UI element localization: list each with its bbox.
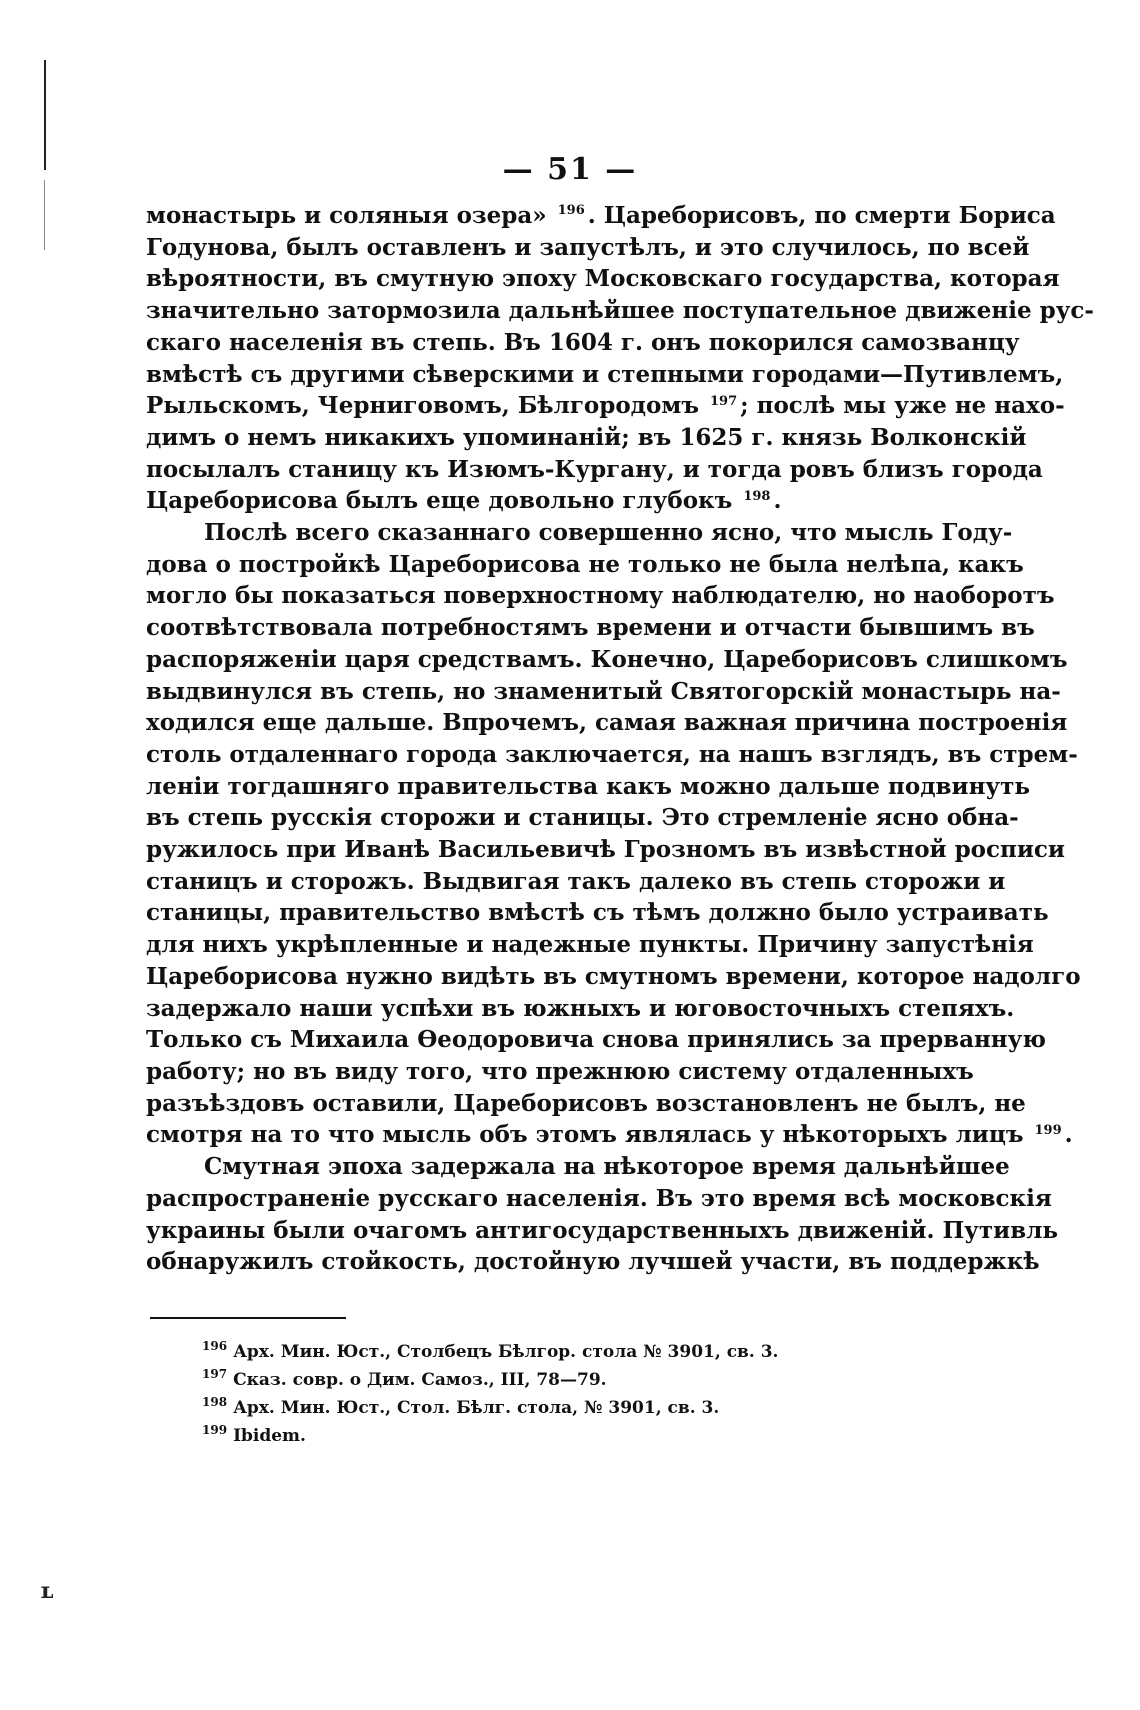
text-segment: Цареборисова нужно видѣть въ смутномъ времени, которое надолго	[146, 962, 1081, 990]
text-segment: вмѣстѣ съ другими сѣверскими и степными городами—Путивлемъ,	[146, 360, 1064, 388]
footnote-text: Ibidem.	[233, 1426, 306, 1446]
footnote	[202, 1422, 822, 1450]
text-line	[146, 454, 1043, 486]
footnote-number: 199	[202, 1423, 228, 1438]
text-line	[146, 1119, 1073, 1151]
text-line	[146, 993, 1015, 1025]
text-line	[146, 961, 1081, 993]
text-line	[146, 422, 1027, 454]
text-segment: значительно затормозила дальнѣйшее поступательное движеніе рус-	[146, 297, 1094, 325]
footnote-ref: 198	[743, 488, 771, 504]
text-segment: въ степь русскія сторожи и станицы. Это стремленіе ясно обна-	[146, 804, 1019, 832]
text-segment: леніи тогдашняго правительства какъ можно дальше подвинуть	[146, 772, 1030, 800]
text-segment: разъѣздовъ оставили, Цареборисовъ возстановленъ не былъ, не	[146, 1089, 1026, 1117]
footnote-rule	[150, 1317, 346, 1319]
text-segment: выдвинулся въ степь, но знаменитый Святогорскій монастырь на-	[146, 677, 1061, 705]
text-line	[146, 676, 1061, 708]
text-line	[146, 929, 1034, 961]
text-line	[146, 295, 1094, 327]
text-line	[146, 834, 1065, 866]
text-line	[146, 549, 1024, 581]
text-segment: для нихъ укрѣпленные и надежные пункты. Причину запустѣнія	[146, 931, 1034, 959]
text-line	[146, 802, 1019, 834]
text-line	[146, 1215, 1059, 1247]
text-segment: Рыльскомъ, Черниговомъ, Бѣлгородомъ	[146, 392, 707, 420]
text-line	[146, 200, 1056, 232]
text-line	[146, 1056, 974, 1088]
text-line	[146, 390, 1065, 422]
text-segment: . Цареборисовъ, по смерти Бориса	[587, 202, 1056, 229]
text-segment: ходился еще дальше. Впрочемъ, самая важная причина построенія	[146, 709, 1068, 737]
text-line	[146, 485, 932, 517]
footnote-number: 198	[202, 1395, 228, 1410]
text-segment: Только съ Михаила Ѳеодоровича снова принялись за прерванную	[146, 1026, 1046, 1054]
footnote-number: 196	[202, 1339, 228, 1354]
footnote-ref: 196	[557, 203, 585, 219]
text-line	[146, 866, 1006, 898]
text-segment: ; послѣ мы уже не нахо-	[740, 392, 1065, 420]
text-segment: распространеніе русскаго населенія. Въ это время всѣ московскія	[146, 1184, 1052, 1212]
scan-corner-mark: ʟ	[40, 1578, 54, 1604]
footnote-ref: 199	[1034, 1122, 1062, 1138]
body-text	[146, 200, 1094, 1278]
text-segment: Цареборисова былъ еще довольно глубокъ	[146, 487, 741, 515]
text-segment: задержало наши успѣхи въ южныхъ и юговосточныхъ степяхъ.	[146, 994, 1015, 1022]
text-line	[146, 897, 1049, 929]
text-line	[146, 707, 1068, 739]
footnote-text: Арх. Мин. Юст., Столбецъ Бѣлгор. стола № 3901, св. 3.	[233, 1342, 779, 1362]
text-line	[146, 739, 1078, 771]
text-segment: обнаружилъ стойкость, достойную лучшей участи, въ поддержкѣ	[146, 1248, 1040, 1276]
text-segment: монастырь и соляныя озера»	[146, 202, 555, 229]
text-line	[146, 1024, 1046, 1056]
footnote	[202, 1394, 822, 1422]
text-line	[146, 1183, 1052, 1215]
text-segment: распоряженіи царя средствамъ. Конечно, Цареборисовъ слишкомъ	[146, 645, 1068, 673]
text-line	[146, 1088, 1026, 1120]
text-segment: Смутная эпоха задержала на нѣкоторое время дальнѣйшее	[204, 1153, 1010, 1181]
text-segment: посылалъ станицу къ Изюмъ-Кургану, и тогда ровъ близъ города	[146, 455, 1043, 483]
text-line	[146, 517, 1013, 549]
text-segment: станицы, правительство вмѣстѣ съ тѣмъ должно было устраивать	[146, 899, 1049, 927]
text-segment: .	[1064, 1121, 1073, 1149]
scan-edge-mark-thin	[44, 180, 45, 250]
text-line	[146, 580, 1055, 612]
text-line	[146, 327, 1020, 359]
footnote-number: 197	[202, 1367, 228, 1382]
text-segment: станицъ и сторожъ. Выдвигая такъ далеко въ степь сторожи и	[146, 867, 1006, 895]
footnotes	[202, 1338, 822, 1450]
footnote-text: Сказ. совр. о Дим. Самоз., III, 78—79.	[233, 1370, 607, 1390]
text-line	[146, 1246, 1040, 1278]
text-line	[146, 359, 1064, 391]
text-line	[146, 263, 1060, 295]
text-line	[146, 232, 1030, 264]
text-segment: вѣроятности, въ смутную эпоху Московскаго государства, которая	[146, 265, 1060, 293]
footnote-text: Арх. Мин. Юст., Стол. Бѣлг. стола, № 3901, св. 3.	[233, 1398, 720, 1418]
text-line	[146, 771, 1030, 803]
text-segment: могло бы показаться поверхностному наблюдателю, но наоборотъ	[146, 582, 1055, 610]
text-segment: смотря на то что мысль объ этомъ являлась у нѣкоторыхъ лицъ	[146, 1121, 1032, 1149]
footnote	[202, 1338, 822, 1366]
text-segment: .	[773, 487, 782, 515]
page-number: — 51 —	[502, 152, 638, 187]
text-segment: столь отдаленнаго города заключается, на нашъ взглядъ, въ стрем-	[146, 740, 1078, 768]
text-segment: скаго населенія въ степь. Въ 1604 г. онъ покорился самозванцу	[146, 328, 1020, 356]
text-segment: украины были очагомъ антигосударственныхъ движеній. Путивль	[146, 1216, 1059, 1244]
footnote	[202, 1366, 822, 1394]
text-segment: Послѣ всего сказаннаго совершенно ясно, что мысль Году-	[204, 519, 1013, 547]
text-line	[146, 1151, 1010, 1183]
text-line	[146, 644, 1068, 676]
text-segment: работу; но въ виду того, что прежнюю систему отдаленныхъ	[146, 1057, 974, 1085]
footnote-ref: 197	[709, 393, 738, 409]
text-segment: дова о постройкѣ Цареборисова не только не была нелѣпа, какъ	[146, 550, 1024, 578]
text-segment: Годунова, былъ оставленъ и запустѣлъ, и это случилось, по всей	[146, 233, 1030, 261]
text-segment: соотвѣтствовала потребностямъ времени и отчасти бывшимъ въ	[146, 614, 1035, 642]
text-line	[146, 612, 1035, 644]
text-segment: ружилось при Иванѣ Васильевичѣ Грозномъ въ извѣстной росписи	[146, 836, 1065, 864]
text-segment: димъ о немъ никакихъ упоминаній; въ 1625 г. князь Волконскій	[146, 423, 1027, 451]
